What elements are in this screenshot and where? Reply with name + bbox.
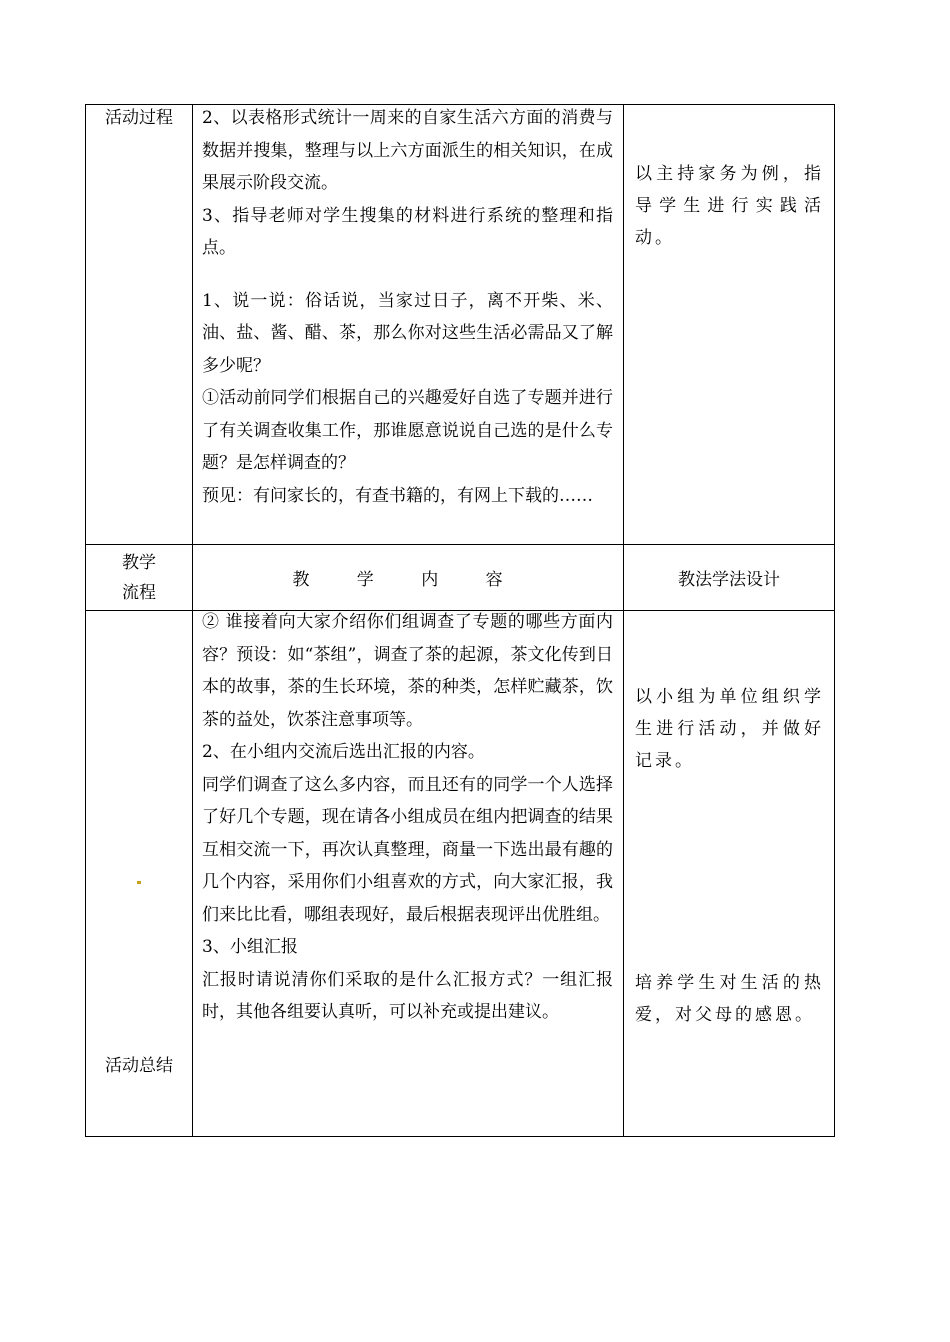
activity-summary-label: 活动总结 [105, 1056, 173, 1076]
content-paragraph: 预见：有问家长的，有查书籍的，有网上下载的…… [202, 485, 593, 506]
content-paragraph: 1、说一说：俗话说，当家过日子，离不开柴、米、油、盐、酱、醋、茶，那么你对这些生活必需品又了解多少呢？ [202, 290, 613, 376]
table-header-row [86, 545, 835, 611]
activity-summary-row [86, 611, 835, 1137]
activity-summary-label-cell [86, 611, 193, 1137]
method-note: 以主持家务为例，指导学生进行实践活动。 [635, 164, 824, 248]
activity-process-label: 活动过程 [105, 108, 173, 128]
activity-summary-note-cell [624, 611, 835, 1137]
header-teaching-content-label: 教 学 内 容 [292, 570, 524, 590]
header-teaching-content [193, 545, 624, 611]
content-paragraph: 同学们调查了这么多内容，而且还有的同学一个人选择了好几个专题，现在请各小组成员在组内把调查的结果互相交流一下，再次认真整理，商量一下选出最有趣的几个内容，采用你们小组喜欢的方式，向大家汇报，我们来比比看，哪组表现好，最后根据表现评出优胜组。 [202, 774, 613, 925]
content-paragraph: ①活动前同学们根据自己的兴趣爱好自选了专题并进行了有关调查收集工作，那谁愿意说说自己选的是什么专题？是怎样调查的？ [202, 388, 613, 473]
content-paragraph: 3、指导老师对学生搜集的材料进行系统的整理和指点。 [202, 205, 613, 258]
content-paragraph: 3、小组汇报 [202, 937, 298, 957]
activity-process-note-cell [624, 105, 835, 545]
header-teaching-flow-line1: 教学 [122, 552, 156, 573]
activity-process-row [86, 105, 835, 545]
marker-dot [137, 881, 141, 884]
method-note: 培养学生对生活的热爱，对父母的感恩。 [635, 973, 824, 1025]
header-method-design [624, 545, 835, 611]
content-paragraph: ② 谁接着向大家介绍你们组调查了专题的哪些方面内容？预设：如“茶组”，调查了茶的起源，茶文化传到日本的故事，茶的生长环境，茶的种类，怎样贮藏茶，饮茶的益处，饮茶注意事项等。 [202, 612, 613, 730]
activity-process-label-cell [86, 105, 193, 545]
content-paragraph: 2、以表格形式统计一周来的自家生活六方面的消费与数据并搜集，整理与以上六方面派生的相关知识，在成果展示阶段交流。 [202, 108, 613, 193]
header-method-design-label: 教法学法设计 [678, 570, 780, 590]
method-note: 以小组为单位组织学生进行活动，并做好记录。 [635, 687, 824, 771]
header-teaching-flow-line2: 流程 [122, 582, 156, 603]
header-teaching-flow [86, 545, 193, 611]
activity-summary-content-cell [193, 611, 624, 1137]
content-paragraph: 汇报时请说清你们采取的是什么汇报方式？一组汇报时，其他各组要认真听，可以补充或提出建议。 [202, 969, 613, 1022]
lesson-plan-table [85, 104, 835, 1137]
content-paragraph: 2、在小组内交流后选出汇报的内容。 [202, 742, 485, 762]
activity-process-content-cell [193, 105, 624, 545]
